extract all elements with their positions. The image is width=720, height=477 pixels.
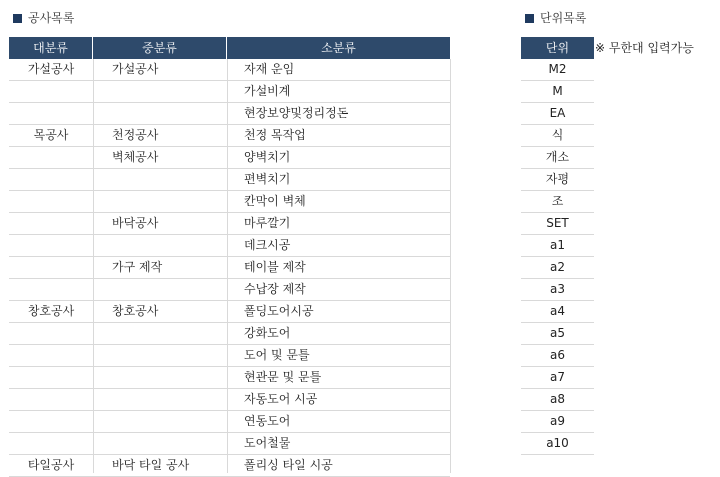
unit-row: [521, 169, 594, 191]
table-row: [9, 59, 450, 81]
table-row: [9, 279, 450, 301]
minor-category-cell[interactable]: 폴리싱 타일 시공: [244, 458, 333, 472]
major-category-cell[interactable]: [9, 103, 93, 124]
header-major[interactable]: 대분류: [9, 37, 93, 59]
minor-category-cell[interactable]: 현장보양및정리정돈: [244, 106, 349, 120]
unit-cell[interactable]: M2: [548, 62, 567, 76]
unit-row: [521, 213, 594, 235]
table-row: [9, 191, 450, 213]
major-category-cell[interactable]: [9, 235, 93, 256]
major-category-cell[interactable]: [9, 191, 93, 212]
unit-cell[interactable]: 개소: [545, 150, 570, 164]
unit-row: [521, 191, 594, 213]
unit-cell[interactable]: 조: [551, 194, 564, 208]
major-category-cell[interactable]: [9, 147, 93, 168]
table-row: [9, 81, 450, 103]
unit-row: [521, 323, 594, 345]
table-row: [9, 433, 450, 455]
major-category-cell[interactable]: [9, 411, 93, 432]
major-category-cell[interactable]: [9, 389, 93, 410]
header-unit[interactable]: 단위: [521, 37, 594, 59]
major-category-cell[interactable]: [9, 323, 93, 344]
minor-category-cell[interactable]: 도어 및 문틀: [244, 348, 310, 362]
table-row: [9, 169, 450, 191]
major-category-cell[interactable]: [9, 367, 93, 388]
mid-category-cell[interactable]: 가구 제작: [112, 260, 163, 274]
unit-row: [521, 389, 594, 411]
unit-row: [521, 411, 594, 433]
minor-category-cell[interactable]: 연동도어: [244, 414, 291, 428]
unit-row: [521, 279, 594, 301]
mid-category-cell[interactable]: 벽체공사: [112, 150, 159, 164]
table-row: [9, 323, 450, 345]
table-row: [9, 235, 450, 257]
table-row: [9, 367, 450, 389]
table-row: [9, 411, 450, 433]
unit-cell[interactable]: a4: [550, 304, 565, 318]
mid-category-cell[interactable]: [93, 367, 227, 388]
minor-category-cell[interactable]: 테이블 제작: [244, 260, 306, 274]
major-category-cell[interactable]: [9, 257, 93, 278]
unit-row: [521, 367, 594, 389]
mid-category-cell[interactable]: [93, 169, 227, 190]
work-list-title: [13, 9, 74, 27]
major-category-cell[interactable]: 타일공사: [27, 458, 75, 472]
minor-category-cell[interactable]: 자재 운임: [244, 62, 295, 76]
unit-cell[interactable]: 식: [551, 128, 564, 142]
unit-cell[interactable]: a8: [550, 392, 565, 406]
work-list-title-text: 공사목록: [28, 11, 75, 25]
mid-category-cell[interactable]: [93, 103, 227, 124]
unit-row: [521, 301, 594, 323]
mid-category-cell[interactable]: 천정공사: [112, 128, 159, 142]
unit-row: [521, 59, 594, 81]
minor-category-cell[interactable]: 현관문 및 문틀: [244, 370, 322, 384]
unit-cell[interactable]: a5: [550, 326, 565, 340]
square-bullet-icon: [13, 14, 22, 23]
major-category-cell[interactable]: 가설공사: [27, 62, 75, 76]
minor-category-cell[interactable]: 강화도어: [244, 326, 291, 340]
column-divider: [450, 59, 451, 473]
major-category-cell[interactable]: [9, 279, 93, 300]
table-row: [9, 147, 450, 169]
major-category-cell[interactable]: [9, 433, 93, 454]
square-bullet-icon: [525, 14, 534, 23]
minor-category-cell[interactable]: 수납장 제작: [244, 282, 306, 296]
unit-cell[interactable]: a1: [550, 238, 565, 252]
unit-row: [521, 81, 594, 103]
mid-category-cell[interactable]: [93, 389, 227, 410]
header-minor[interactable]: 소분류: [227, 37, 450, 59]
unit-row: [521, 345, 594, 367]
mid-category-cell[interactable]: 창호공사: [112, 304, 159, 318]
mid-category-cell[interactable]: [93, 323, 227, 344]
mid-category-cell[interactable]: [93, 411, 227, 432]
mid-category-cell[interactable]: [93, 191, 227, 212]
major-category-cell[interactable]: 목공사: [33, 128, 69, 142]
unit-row: [521, 257, 594, 279]
unit-cell[interactable]: a9: [550, 414, 565, 428]
table-row: [9, 301, 450, 323]
major-category-cell[interactable]: 창호공사: [27, 304, 75, 318]
unit-row: [521, 235, 594, 257]
mid-category-cell[interactable]: 가설공사: [112, 62, 159, 76]
mid-category-cell[interactable]: [93, 81, 227, 102]
mid-category-cell[interactable]: [93, 279, 227, 300]
unit-cell[interactable]: a6: [550, 348, 565, 362]
header-mid[interactable]: 중분류: [93, 37, 227, 59]
minor-category-cell[interactable]: 천정 목작업: [244, 128, 306, 142]
unit-row: [521, 103, 594, 125]
mid-category-cell[interactable]: 바닥 타일 공사: [112, 458, 190, 472]
unit-cell[interactable]: SET: [546, 216, 569, 230]
unit-list-title: [525, 9, 586, 27]
mid-category-cell[interactable]: [93, 433, 227, 454]
major-category-cell[interactable]: [9, 81, 93, 102]
unit-row: [521, 147, 594, 169]
minor-category-cell[interactable]: 데크시공: [244, 238, 291, 252]
major-category-cell[interactable]: [9, 169, 93, 190]
table-row: [9, 257, 450, 279]
table-row: [9, 125, 450, 147]
major-category-cell[interactable]: [9, 345, 93, 366]
unit-cell[interactable]: a10: [546, 436, 569, 450]
table-row: [9, 213, 450, 235]
minor-category-cell[interactable]: 자동도어 시공: [244, 392, 318, 406]
minor-category-cell[interactable]: 양벽치기: [244, 150, 291, 164]
mid-category-cell[interactable]: [93, 235, 227, 256]
unit-cell[interactable]: a7: [550, 370, 565, 384]
unit-note: ※ 무한대 입력가능: [595, 41, 694, 55]
unit-cell[interactable]: EA: [549, 106, 566, 120]
unit-row: [521, 433, 594, 455]
unit-cell[interactable]: a3: [550, 282, 565, 296]
unit-cell[interactable]: 자평: [545, 172, 570, 186]
table-row: [9, 345, 450, 367]
minor-category-cell[interactable]: 폴딩도어시공: [244, 304, 314, 318]
minor-category-cell[interactable]: 편벽치기: [244, 172, 291, 186]
unit-list-title-text: 단위목록: [540, 11, 587, 25]
minor-category-cell[interactable]: 가설비계: [244, 84, 291, 98]
unit-row: [521, 125, 594, 147]
unit-cell[interactable]: M: [552, 84, 563, 98]
major-category-cell[interactable]: [9, 213, 93, 234]
minor-category-cell[interactable]: 마루깔기: [244, 216, 291, 230]
table-row: [9, 389, 450, 411]
unit-cell[interactable]: a2: [550, 260, 565, 274]
mid-category-cell[interactable]: [93, 345, 227, 366]
mid-category-cell[interactable]: 바닥공사: [112, 216, 159, 230]
minor-category-cell[interactable]: 도어철물: [244, 436, 291, 450]
table-row: [9, 103, 450, 125]
minor-category-cell[interactable]: 칸막이 벽체: [244, 194, 306, 208]
table-row: [9, 455, 450, 477]
